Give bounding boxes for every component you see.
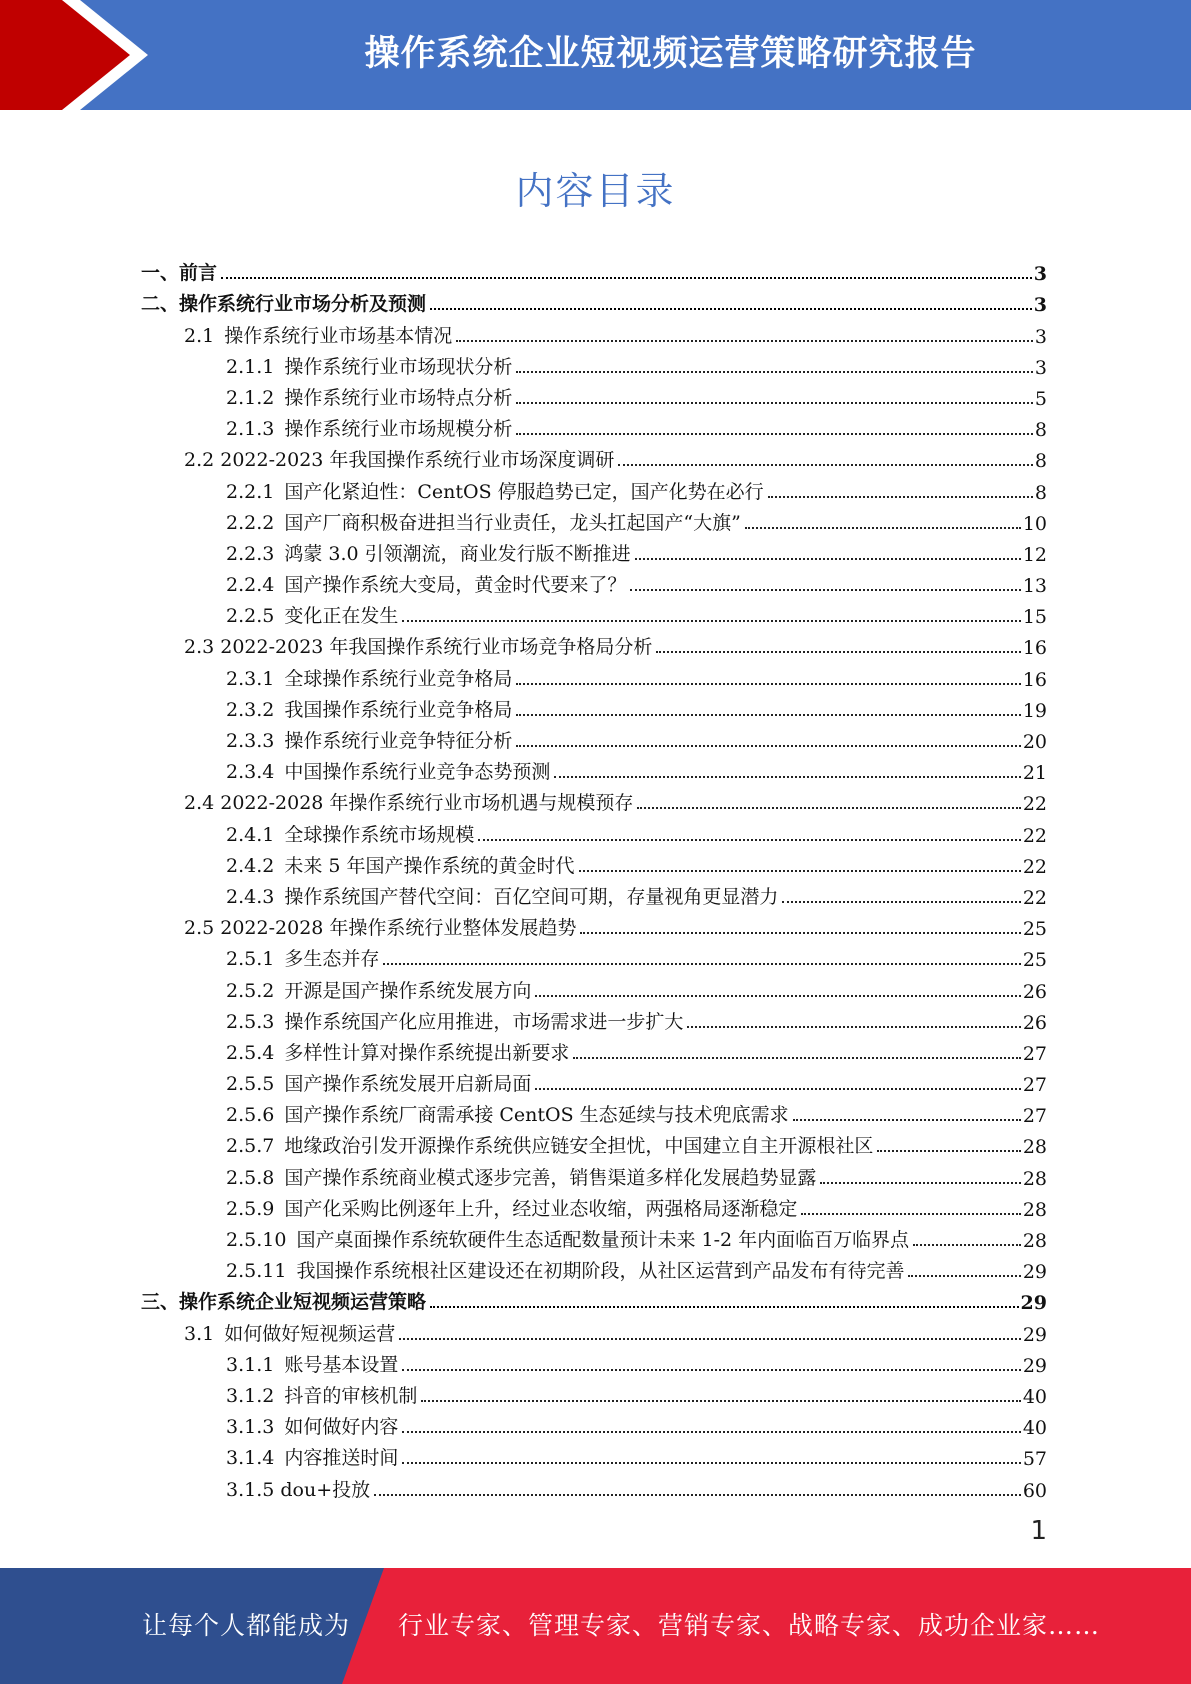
toc-entry[interactable] [141,940,1047,971]
toc-entry-text: 2.4 2022-2028 年操作系统行业市场机遇与规模预存 [184,792,634,815]
toc-entry-number: 2.2.1 [226,480,275,503]
toc-entry-label [226,414,512,441]
toc-dot-leader [516,371,1033,373]
toc-entry-text: 如何做好内容 [284,1416,399,1439]
toc-entry-text: 操作系统行业市场特点分析 [284,386,513,409]
toc-entry-label [226,976,531,1003]
toc-entry-page: 22 [1022,886,1047,909]
toc-entry-label [226,1381,417,1408]
toc-entry-label [226,383,512,410]
toc-entry-number: 2.2.2 [226,511,275,534]
toc-entry-label [184,445,614,472]
toc-dot-leader [374,1494,1021,1496]
toc-entry-page: 22 [1022,793,1047,816]
toc-dot-leader [573,1057,1020,1059]
toc-entry-text: 如何做好短视频运营 [224,1322,396,1345]
toc-entry[interactable] [141,254,1047,285]
toc-entry-number: 3.1.4 [226,1447,275,1470]
toc-entry-label [226,882,778,909]
toc-entry-number: 2.4.1 [226,823,275,846]
toc-entry-text: 抖音的审核机制 [284,1384,418,1407]
toc-entry-page: 3 [1033,294,1047,317]
toc-entry[interactable] [141,316,1047,347]
toc-dot-leader [516,433,1033,435]
toc-entry[interactable] [141,815,1047,846]
toc-entry-page: 5 [1034,387,1047,410]
toc-dot-leader [402,1369,1020,1371]
toc-dot-leader [745,527,1021,529]
toc-entry-page: 25 [1022,918,1047,941]
toc-entry-text: 国产操作系统厂商需承接 CentOS 生态延续与技术兜底需求 [284,1104,789,1127]
page-number: 1 [1030,1516,1047,1546]
toc-entry-page: 28 [1022,1167,1047,1190]
toc-entry-label [184,788,633,815]
toc-entry-number: 2.5.5 [226,1073,275,1096]
toc-entry-page: 12 [1022,543,1047,566]
header-arrow-decoration [0,0,200,110]
toc-entry-page: 15 [1022,606,1047,629]
footer-slogan-left: 让每个人都能成为 [142,1611,351,1640]
toc-entry-label [226,601,398,628]
toc-heading: 内容目录 [515,169,676,213]
toc-entry-page: 19 [1022,699,1047,722]
toc-entry[interactable] [141,1283,1047,1314]
toc-dot-leader [793,1119,1021,1121]
toc-entry-text: 全球操作系统市场规模 [284,823,475,846]
toc-dot-leader [516,402,1033,404]
page-header-band [0,0,1191,110]
toc-entry-label [141,258,217,285]
toc-entry-number: 2.2.4 [226,574,275,597]
toc-entry-label [226,1163,816,1190]
toc-entry[interactable] [141,379,1047,410]
toc-dot-leader [456,340,1033,342]
toc-entry-text: 国产操作系统大变局，黄金时代要来了？ [284,574,627,597]
toc-entry-text: 国产操作系统发展开启新局面 [284,1073,532,1096]
toc-dot-leader [421,1400,1020,1402]
toc-entry[interactable] [141,597,1047,628]
toc-entry-page: 29 [1022,1323,1047,1346]
toc-entry-text: 未来 5 年国产操作系统的黄金时代 [284,854,575,877]
toc-dot-leader [221,277,1032,279]
toc-entry-label [226,1007,683,1034]
toc-entry-label [141,289,426,316]
toc-entry[interactable] [141,472,1047,503]
toc-entry-page: 16 [1022,668,1047,691]
toc-entry-page: 3 [1034,325,1047,348]
toc-entry[interactable] [141,1221,1047,1252]
toc-entry-text: 变化正在发生 [284,605,399,628]
toc-entry-page: 26 [1022,980,1047,1003]
toc-entry-label [226,695,512,722]
toc-entry-page: 16 [1022,637,1047,660]
toc-entry-page: 25 [1022,949,1047,972]
toc-dot-leader [430,1306,1019,1308]
toc-entry-number: 2.5.1 [226,948,275,971]
toc-entry[interactable] [141,1252,1047,1283]
toc-entry-page: 28 [1022,1198,1047,1221]
toc-entry-number: 2.5.4 [226,1041,275,1064]
toc-entry-page: 28 [1022,1230,1047,1252]
toc-entry-number: 2.3.4 [226,761,275,784]
footer-slogan-right: 行业专家、管理专家、营销专家、战略专家、成功企业家…… [398,1611,1101,1640]
toc-entry-label [184,1319,395,1346]
toc-entry-page: 27 [1022,1105,1047,1128]
toc-entry-text: 鸿蒙 3.0 引领潮流，商业发行版不断推进 [284,542,631,565]
toc-entry-label [226,1443,398,1470]
toc-entry-text: 操作系统行业市场规模分析 [284,418,513,441]
toc-entry[interactable] [141,1190,1047,1221]
toc-entry[interactable] [141,753,1047,784]
toc-entry-text: 全球操作系统行业竞争格局 [284,667,513,690]
toc-dot-leader [516,683,1020,685]
toc-entry-text: 多样性计算对操作系统提出新要求 [284,1041,570,1064]
toc-entry-page: 20 [1022,731,1047,753]
toc-entry-text: 国产化紧迫性：CentOS 停服趋势已定，国产化势在必行 [284,480,764,503]
report-title: 操作系统企业短视频运营策略研究报告 [364,34,977,74]
table-of-contents [141,254,1047,1502]
toc-dot-leader [478,839,1020,841]
toc-entry[interactable] [141,878,1047,909]
toc-entry[interactable] [141,847,1047,878]
toc-entry-number: 2.3.3 [226,730,275,752]
toc-dot-leader [630,589,1020,591]
toc-dot-leader [383,963,1020,965]
toc-entry-text: 操作系统国产化应用推进，市场需求进一步扩大 [284,1010,684,1033]
toc-entry[interactable] [141,909,1047,940]
toc-dot-leader [516,745,1020,747]
toc-entry-label [226,1475,370,1502]
toc-entry-page: 8 [1034,481,1047,504]
toc-entry-page: 29 [1020,1292,1047,1315]
toc-entry-page: 60 [1022,1479,1047,1502]
toc-entry-page: 13 [1022,575,1047,598]
toc-entry-label [226,1256,904,1283]
toc-entry-number: 2.5.7 [226,1135,275,1158]
toc-entry-text: 操作系统行业市场基本情况 [224,324,453,347]
toc-entry-label [226,944,379,971]
toc-entry-number: 3.1.1 [226,1353,275,1376]
toc-entry[interactable] [141,504,1047,535]
toc-entry-text: 地缘政治引发开源操作系统供应链安全担忧，中国建立自主开源根社区 [284,1135,874,1158]
toc-entry-page: 27 [1022,1074,1047,1097]
toc-entry[interactable] [141,1065,1047,1096]
toc-entry-page: 3 [1033,263,1047,286]
toc-entry-number: 2.1.3 [226,418,275,441]
toc-entry-text: 2.3 2022-2023 年我国操作系统行业市场竞争格局分析 [184,636,653,659]
toc-dot-leader [535,995,1020,997]
toc-entry-number: 2.5.11 [226,1260,287,1283]
toc-entry-label [226,508,741,535]
toc-entry-page: 22 [1022,824,1047,847]
toc-entry-page: 40 [1022,1385,1047,1408]
toc-entry[interactable] [141,1158,1047,1189]
toc-entry[interactable] [141,1096,1047,1127]
toc-dot-leader [402,1431,1020,1433]
toc-entry-number: 2.5.6 [226,1104,275,1127]
toc-entry-text: 开源是国产操作系统发展方向 [284,979,532,1002]
toc-dot-leader [618,464,1032,466]
toc-dot-leader [908,1275,1020,1277]
toc-dot-leader [913,1244,1021,1246]
toc-dot-leader [516,714,1020,716]
toc-entry-label [226,1350,398,1377]
toc-entry-number: 2.1 [184,324,215,347]
toc-dot-leader [656,651,1020,653]
toc-entry[interactable] [141,566,1047,597]
toc-entry-label [141,1287,426,1314]
toc-dot-leader [399,1338,1021,1340]
toc-entry-label [226,1412,398,1439]
toc-entry[interactable] [141,1003,1047,1034]
toc-entry[interactable] [141,410,1047,441]
toc-entry-label [226,1131,873,1158]
toc-entry-label [226,539,631,566]
toc-dot-leader [554,776,1020,778]
toc-entry-text: 一、前言 [141,262,218,285]
toc-entry-text: 二、操作系统行业市场分析及预测 [141,293,427,316]
toc-dot-leader [782,901,1020,903]
toc-entry-label [226,820,474,847]
toc-entry-number: 2.3.1 [226,667,275,690]
toc-entry-text: 我国操作系统根社区建设还在初期阶段，从社区运营到产品发布有待完善 [296,1260,905,1283]
toc-entry-page: 22 [1022,855,1047,878]
toc-entry-label [226,664,512,691]
toc-dot-leader [535,1088,1020,1090]
toc-entry-number: 2.5.8 [226,1166,275,1189]
toc-entry-label [226,1100,789,1127]
toc-entry-label [226,726,512,753]
toc-entry-label [226,352,512,379]
toc-entry[interactable] [141,1439,1047,1470]
toc-entry-text: 国产厂商积极奋进担当行业责任，龙头扛起国产“大旗” [284,511,741,534]
page-footer [0,1568,1191,1684]
toc-entry-page: 3 [1034,356,1047,379]
toc-entry-label [226,851,575,878]
toc-entry-number: 2.4.3 [226,885,275,908]
toc-entry-label [184,321,452,348]
toc-entry[interactable] [141,1377,1047,1408]
toc-dot-leader [580,932,1020,934]
toc-entry[interactable] [141,1127,1047,1158]
toc-entry-text: 内容推送时间 [284,1447,399,1470]
toc-entry-text: 国产桌面操作系统软硬件生态适配数量预计未来 1-2 年内面临百万临界点 [296,1229,910,1251]
toc-entry-page: 21 [1022,762,1047,785]
toc-entry[interactable] [141,1034,1047,1065]
toc-entry-page: 10 [1022,512,1047,535]
toc-entry-number: 3.1.3 [226,1416,275,1439]
toc-dot-leader [637,807,1020,809]
toc-entry-number: 2.1.2 [226,386,275,409]
toc-entry-label [226,757,550,784]
toc-entry-page: 28 [1022,1136,1047,1159]
toc-entry-number: 2.5.9 [226,1197,275,1220]
toc-entry-text: 账号基本设置 [284,1353,399,1376]
toc-dot-leader [402,1462,1020,1464]
toc-entry-text: 国产操作系统商业模式逐步完善，销售渠道多样化发展趋势显露 [284,1166,817,1189]
toc-entry[interactable] [141,1408,1047,1439]
toc-entry-label [226,1038,569,1065]
toc-entry-number: 2.3.2 [226,698,275,721]
toc-entry-label [226,477,764,504]
toc-entry-number: 2.4.2 [226,854,275,877]
toc-entry-text: 操作系统行业竞争特征分析 [284,730,513,752]
toc-entry-number: 2.1.1 [226,355,275,378]
toc-entry[interactable] [141,441,1047,472]
toc-entry[interactable] [141,691,1047,722]
toc-entry-text: 三、操作系统企业短视频运营策略 [141,1291,427,1314]
toc-dot-leader [402,620,1020,622]
toc-entry-page: 27 [1022,1042,1047,1065]
toc-entry-number: 2.2.3 [226,542,275,565]
toc-dot-leader [877,1150,1020,1152]
toc-entry[interactable] [141,1314,1047,1345]
toc-entry-text: 中国操作系统行业竞争态势预测 [284,761,551,784]
toc-entry-text: 操作系统行业市场现状分析 [284,355,513,378]
toc-dot-leader [768,496,1033,498]
toc-dot-leader [801,1213,1020,1215]
toc-entry-number: 2.2.5 [226,605,275,628]
toc-entry[interactable] [141,784,1047,815]
toc-dot-leader [430,308,1032,310]
toc-entry-text: 多生态并存 [284,948,380,971]
toc-entry-page: 57 [1022,1448,1047,1471]
toc-entry-page: 29 [1022,1261,1047,1284]
toc-entry[interactable] [141,659,1047,690]
toc-entry-label [226,1069,531,1096]
toc-entry-text: 2.2 2022-2023 年我国操作系统行业市场深度调研 [184,449,615,472]
toc-dot-leader [635,558,1021,560]
toc-entry-page: 29 [1022,1354,1047,1377]
toc-entry-text: 2.5 2022-2028 年操作系统行业整体发展趋势 [184,917,577,940]
toc-entry[interactable] [141,628,1047,659]
toc-dot-leader [820,1182,1020,1184]
toc-entry-text: 3.1.5 dou+投放 [226,1478,371,1501]
toc-entry-number: 2.5.3 [226,1010,275,1033]
toc-entry[interactable] [141,722,1047,753]
toc-entry-number: 3.1 [184,1322,215,1345]
toc-entry-page: 8 [1034,419,1047,442]
toc-entry-text: 我国操作系统行业竞争格局 [284,698,513,721]
toc-entry[interactable] [141,285,1047,316]
toc-entry-text: 操作系统国产替代空间：百亿空间可期，存量视角更显潜力 [284,885,779,908]
toc-dot-leader [579,870,1021,872]
toc-entry-label [226,1225,909,1252]
toc-entry[interactable] [141,971,1047,1002]
toc-entry-label [226,570,626,597]
toc-entry-label [226,1194,797,1221]
toc-entry-page: 40 [1022,1417,1047,1440]
toc-entry-number: 2.5.2 [226,979,275,1002]
toc-entry-number: 3.1.2 [226,1384,275,1407]
toc-dot-leader [687,1026,1020,1028]
toc-entry[interactable] [141,1346,1047,1377]
toc-entry-label [184,913,576,940]
toc-entry-text: 国产化采购比例逐年上升，经过业态收缩，两强格局逐渐稳定 [284,1197,798,1220]
toc-entry-label [184,632,652,659]
toc-entry-page: 26 [1022,1011,1047,1034]
toc-entry[interactable] [141,535,1047,566]
toc-entry-page: 8 [1034,450,1047,473]
toc-entry[interactable] [141,348,1047,379]
toc-entry-number: 2.5.10 [226,1229,287,1251]
toc-entry[interactable] [141,1470,1047,1501]
